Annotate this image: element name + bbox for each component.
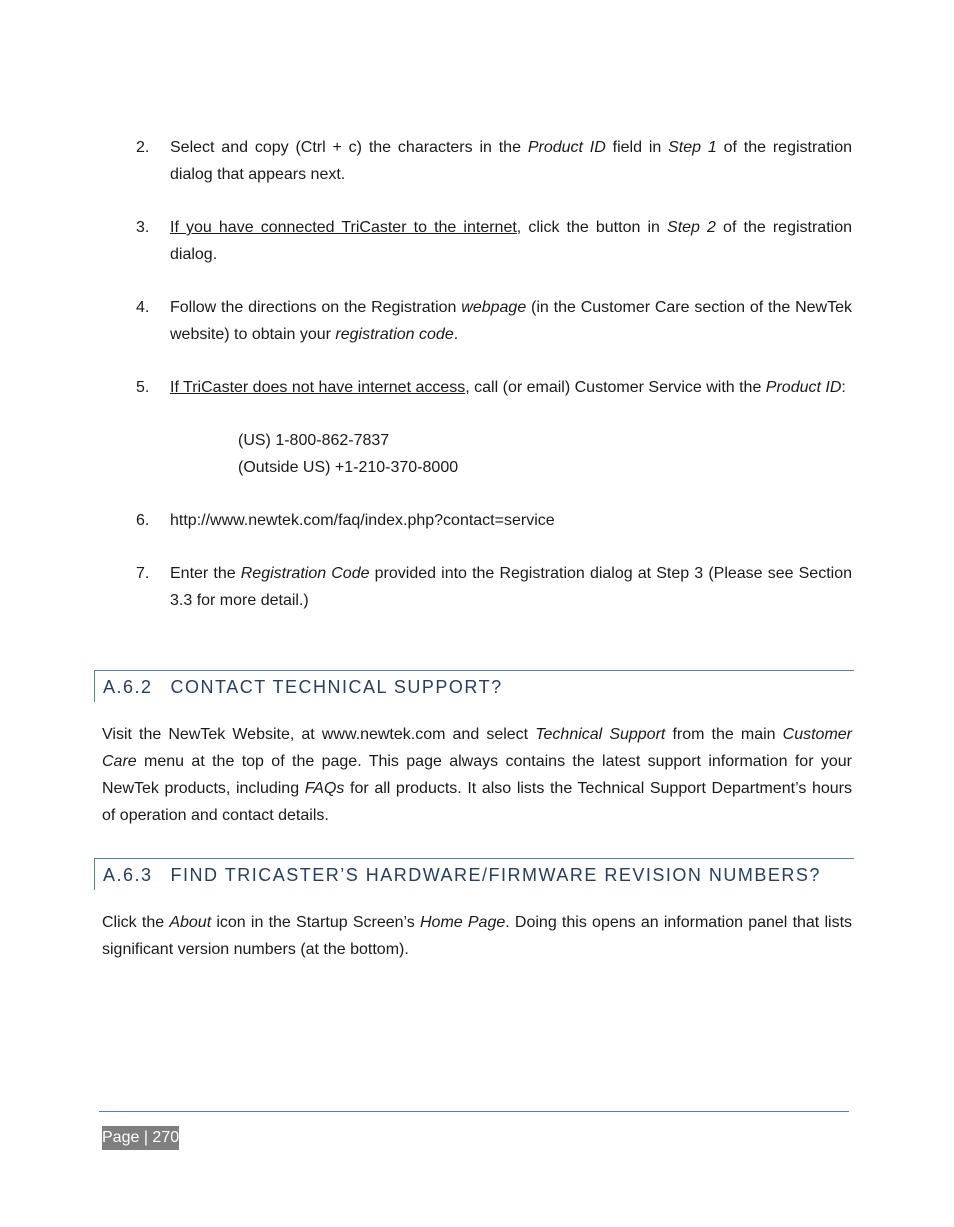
list-number: 7. bbox=[136, 565, 150, 582]
list-item bbox=[136, 560, 852, 614]
italic-text: Step 1 bbox=[668, 139, 717, 156]
italic-text: registration code bbox=[335, 326, 454, 343]
text-run: , click the button in bbox=[516, 219, 668, 236]
text-run: . Doing this opens an information panel that lists significant version numbers (at the bottom). bbox=[102, 914, 853, 958]
list-number: 3. bbox=[136, 219, 150, 236]
italic-text: Product ID bbox=[527, 139, 606, 156]
underlined-text: If you have connected TriCaster to the internet bbox=[170, 219, 517, 236]
underlined-text: If TriCaster does not have internet access bbox=[170, 379, 466, 396]
text-run: Click the bbox=[102, 914, 170, 931]
italic-text: Technical Support bbox=[535, 726, 666, 743]
service-url bbox=[170, 507, 852, 534]
list-item bbox=[136, 214, 852, 268]
section-heading-a-6-2 bbox=[94, 670, 854, 702]
text-run: for all products. It also lists the Technical Support Department’s hours of operation and contact details. bbox=[102, 780, 853, 824]
list-number: 6. bbox=[136, 512, 150, 529]
list-item-text bbox=[170, 374, 852, 401]
italic-text: FAQs bbox=[304, 780, 345, 797]
list-number: 5. bbox=[136, 379, 150, 396]
section-number: A.6.3 bbox=[103, 865, 153, 885]
section-title: CONTACT TECHNICAL SUPPORT? bbox=[170, 677, 503, 697]
list-item bbox=[136, 134, 852, 188]
footer-rule bbox=[99, 1111, 849, 1112]
list-item bbox=[136, 294, 852, 348]
text-run: from the main bbox=[665, 726, 783, 743]
numbered-steps-list bbox=[0, 134, 954, 614]
text-run: of the registration dialog that appears next. bbox=[170, 139, 853, 183]
list-number: 4. bbox=[136, 299, 150, 316]
section-number: A.6.2 bbox=[103, 677, 153, 697]
text-run: . bbox=[453, 326, 459, 343]
text-run: of the registration dialog. bbox=[170, 219, 852, 263]
list-item bbox=[136, 374, 852, 481]
text-run: : bbox=[841, 379, 846, 396]
page-number-badge: Page | 270 bbox=[102, 1126, 179, 1150]
italic-text: Home Page bbox=[420, 914, 506, 931]
italic-text: Product ID bbox=[765, 379, 842, 396]
phone-outside-us: (Outside US) +1-210-370-8000 bbox=[238, 459, 459, 476]
text-run: Visit the NewTek Website, at www.newtek.com and select bbox=[102, 726, 536, 743]
list-item-text bbox=[170, 214, 852, 268]
text-run: icon in the Startup Screen’s bbox=[211, 914, 420, 931]
text-run: Enter the bbox=[170, 565, 241, 582]
list-item-text bbox=[170, 560, 852, 614]
section-heading-text bbox=[103, 677, 503, 698]
phone-numbers bbox=[238, 427, 852, 481]
section-paragraph bbox=[102, 721, 852, 829]
list-item bbox=[136, 507, 852, 534]
list-item-text bbox=[170, 294, 852, 348]
section-paragraph bbox=[102, 909, 852, 963]
text-run: provided into the Registration dialog at Step 3 (Please see Section 3.3 for more detail.) bbox=[170, 565, 853, 609]
italic-text: webpage bbox=[461, 299, 527, 316]
text-run: menu at the top of the page. This page always contains the latest support information for your NewTek products, including bbox=[102, 753, 852, 797]
section-heading-a-6-3 bbox=[94, 858, 854, 890]
text-run: field in bbox=[605, 139, 669, 156]
text-run: , call (or email) Customer Service with the bbox=[465, 379, 766, 396]
text-run: Select and copy (Ctrl + c) the characters in the bbox=[170, 139, 528, 156]
phone-us: (US) 1-800-862-7837 bbox=[238, 432, 390, 449]
list-item-text bbox=[170, 134, 852, 188]
text-run: http://www.newtek.com/faq/index.php?contact=service bbox=[170, 512, 555, 529]
italic-text: About bbox=[169, 914, 212, 931]
text-run: (in the Customer Care section of the NewTek website) to obtain your bbox=[170, 299, 852, 343]
italic-text: Step 2 bbox=[667, 219, 716, 236]
section-heading-text bbox=[103, 865, 821, 886]
list-number: 2. bbox=[136, 139, 150, 156]
italic-text: Customer Care bbox=[102, 726, 853, 770]
section-title: FIND TRICASTER’S HARDWARE/FIRMWARE REVISION NUMBERS? bbox=[170, 865, 821, 885]
italic-text: Registration Code bbox=[240, 565, 370, 582]
text-run: Follow the directions on the Registration bbox=[170, 299, 462, 316]
